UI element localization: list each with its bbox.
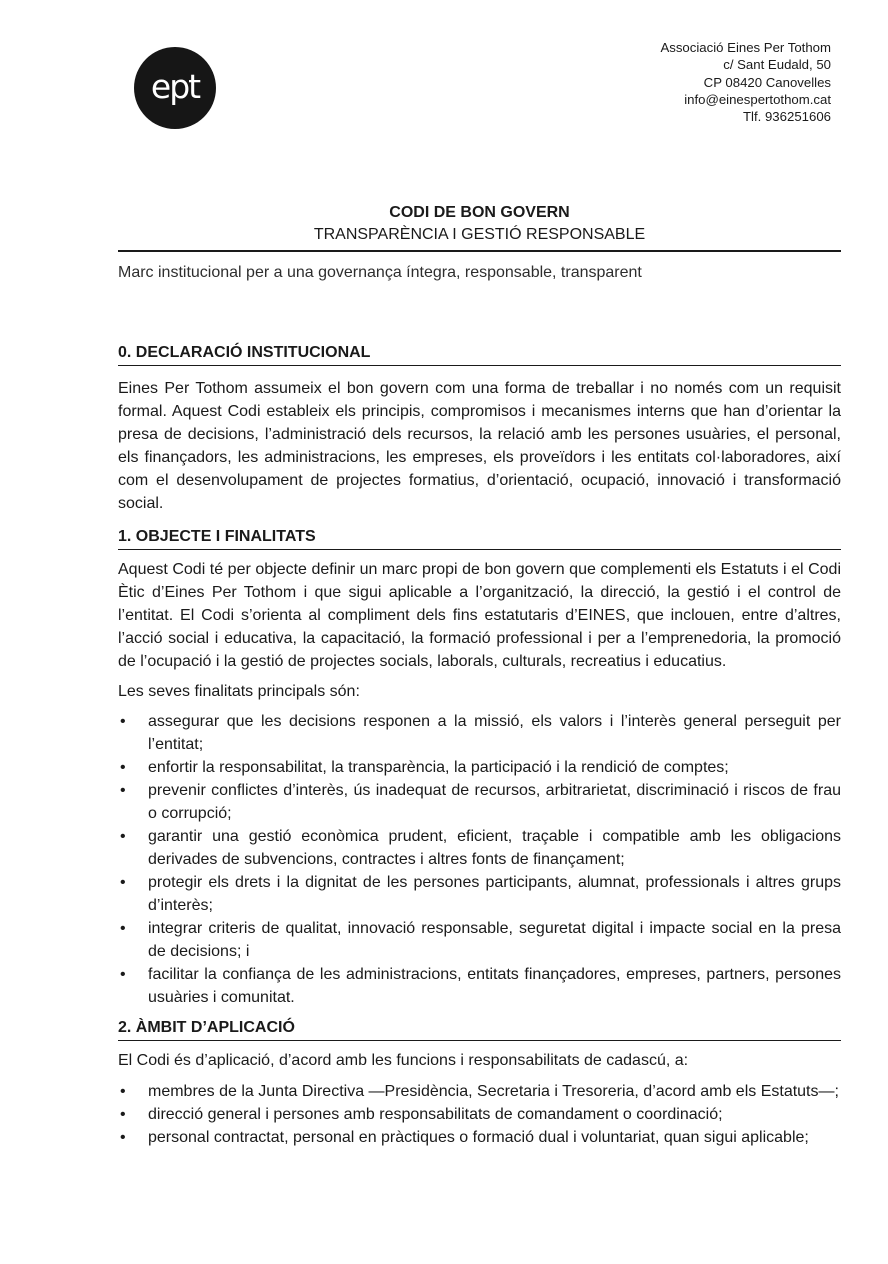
logo-text: ept [150,66,200,106]
section-heading: 2. ÀMBIT D’APLICACIÓ [118,1018,841,1041]
list-item [118,710,841,756]
address-line-street: c/ Sant Eudald, 50 [723,57,831,73]
list-item [118,1080,841,1103]
title-block [118,203,841,245]
ambit-list [118,1080,841,1149]
list-item [118,917,841,963]
section-declaracio-institucional [118,343,841,515]
document-subtitle: TRANSPARÈNCIA I GESTIÓ RESPONSABLE [313,226,646,243]
document-title: CODI DE BON GOVERN [389,204,570,221]
list-item-text: protegir els drets i la dignitat de les persones participants, alumnat, professionals i altres grups d’interès; [148,874,841,914]
list-item [118,871,841,917]
section-objecte-i-finalitats [118,527,841,1009]
bullet-icon: • [120,920,126,937]
list-item-text: enfortir la responsabilitat, la transparència, la participació i la rendició de comptes; [148,759,729,776]
section-paragraph: Les seves finalitats principals són: [118,683,360,700]
list-item-text: integrar criteris de qualitat, innovació responsable, seguretat digital i impacte social en la presa de decisions; i [148,920,841,960]
list-item [118,963,841,1009]
bullet-icon: • [120,966,126,983]
address-line-postcode: CP 08420 Canovelles [703,74,831,90]
section-paragraph: El Codi és d’aplicació, d’acord amb les funcions i responsabilitats de cadascú, a: [118,1052,689,1069]
list-item-text: membres de la Junta Directiva —Presidència, Secretaria i Tresoreria, d’acord amb els Estatuts—; [148,1083,839,1100]
bullet-icon: • [120,1106,126,1123]
list-item [118,1103,841,1126]
section-paragraph: Eines Per Tothom assumeix el bon govern com una forma de treballar i no només com un requisit formal. Aquest Codi estableix els principis, compromisos i mecanismes interns que han d’orientar la presa de decisions, l’administració dels recursos, la relació amb les persones usuàries, el personal, els finançadors, les administracions, les empreses, els proveïdors i les entitats col·laboradores, així com el desenvolupament de projectes formatius, d’orientació, ocupació, innovació i transformació social. [118,380,841,512]
bullet-icon: • [120,782,126,799]
bullet-icon: • [120,713,126,730]
address-line-phone: Tlf. 936251606 [743,109,831,125]
organization-logo [134,47,216,129]
list-item [118,756,841,779]
title-divider [118,250,841,252]
list-item-text: facilitar la confiança de les administracions, entitats finançadores, empreses, partners, persones usuàries i comunitat. [148,966,841,1006]
list-item-text: prevenir conflictes d’interès, ús inadequat de recursos, arbitrarietat, discriminació i riscos de frau o corrupció; [148,782,841,822]
list-item [118,825,841,871]
bullet-icon: • [120,1083,126,1100]
document-body [118,343,841,1158]
bullet-icon: • [120,828,126,845]
list-item-text: personal contractat, personal en pràctiques o formació dual i voluntariat, quan sigui aplicable; [148,1129,809,1146]
list-item-text: assegurar que les decisions responen a la missió, els valors i l’interès general perseguit per l’entitat; [148,713,841,753]
bullet-icon: • [120,874,126,891]
address-line-email: info@einespertothom.cat [684,91,831,107]
address-line-organization: Associació Eines Per Tothom [660,40,831,55]
header-address [660,39,831,125]
list-item-text: garantir una gestió econòmica prudent, eficient, traçable i compatible amb les obligacions derivades de subvencions, contractes i altres fonts de finançament; [148,828,841,868]
document-tagline: Marc institucional per a una governança íntegra, responsable, transparent [118,264,642,281]
list-item [118,779,841,825]
section-paragraph: Aquest Codi té per objecte definir un marc propi de bon govern que complementi els Estatuts i el Codi Ètic d’Eines Per Tothom i que sigui aplicable a l’organització, la direcció, la gestió i el control de l’entitat. El Codi s’orienta al compliment dels fins estatutaris d’EINES, que inclouen, entre d’altres, l’acció social i educativa, la capacitació, la formació professional i per a l’emprenedoria, la promoció de l’ocupació i la gestió de projectes socials, laborals, culturals, recreatius i educatius. [118,561,841,670]
list-item-text: direcció general i persones amb responsabilitats de comandament o coordinació; [148,1106,723,1123]
bullet-icon: • [120,1129,126,1146]
list-item [118,1126,841,1149]
bullet-icon: • [120,759,126,776]
section-ambit-aplicacio [118,1018,841,1149]
section-heading: 1. OBJECTE I FINALITATS [118,527,841,550]
section-heading: 0. DECLARACIÓ INSTITUCIONAL [118,343,841,366]
finalitats-list [118,710,841,1009]
